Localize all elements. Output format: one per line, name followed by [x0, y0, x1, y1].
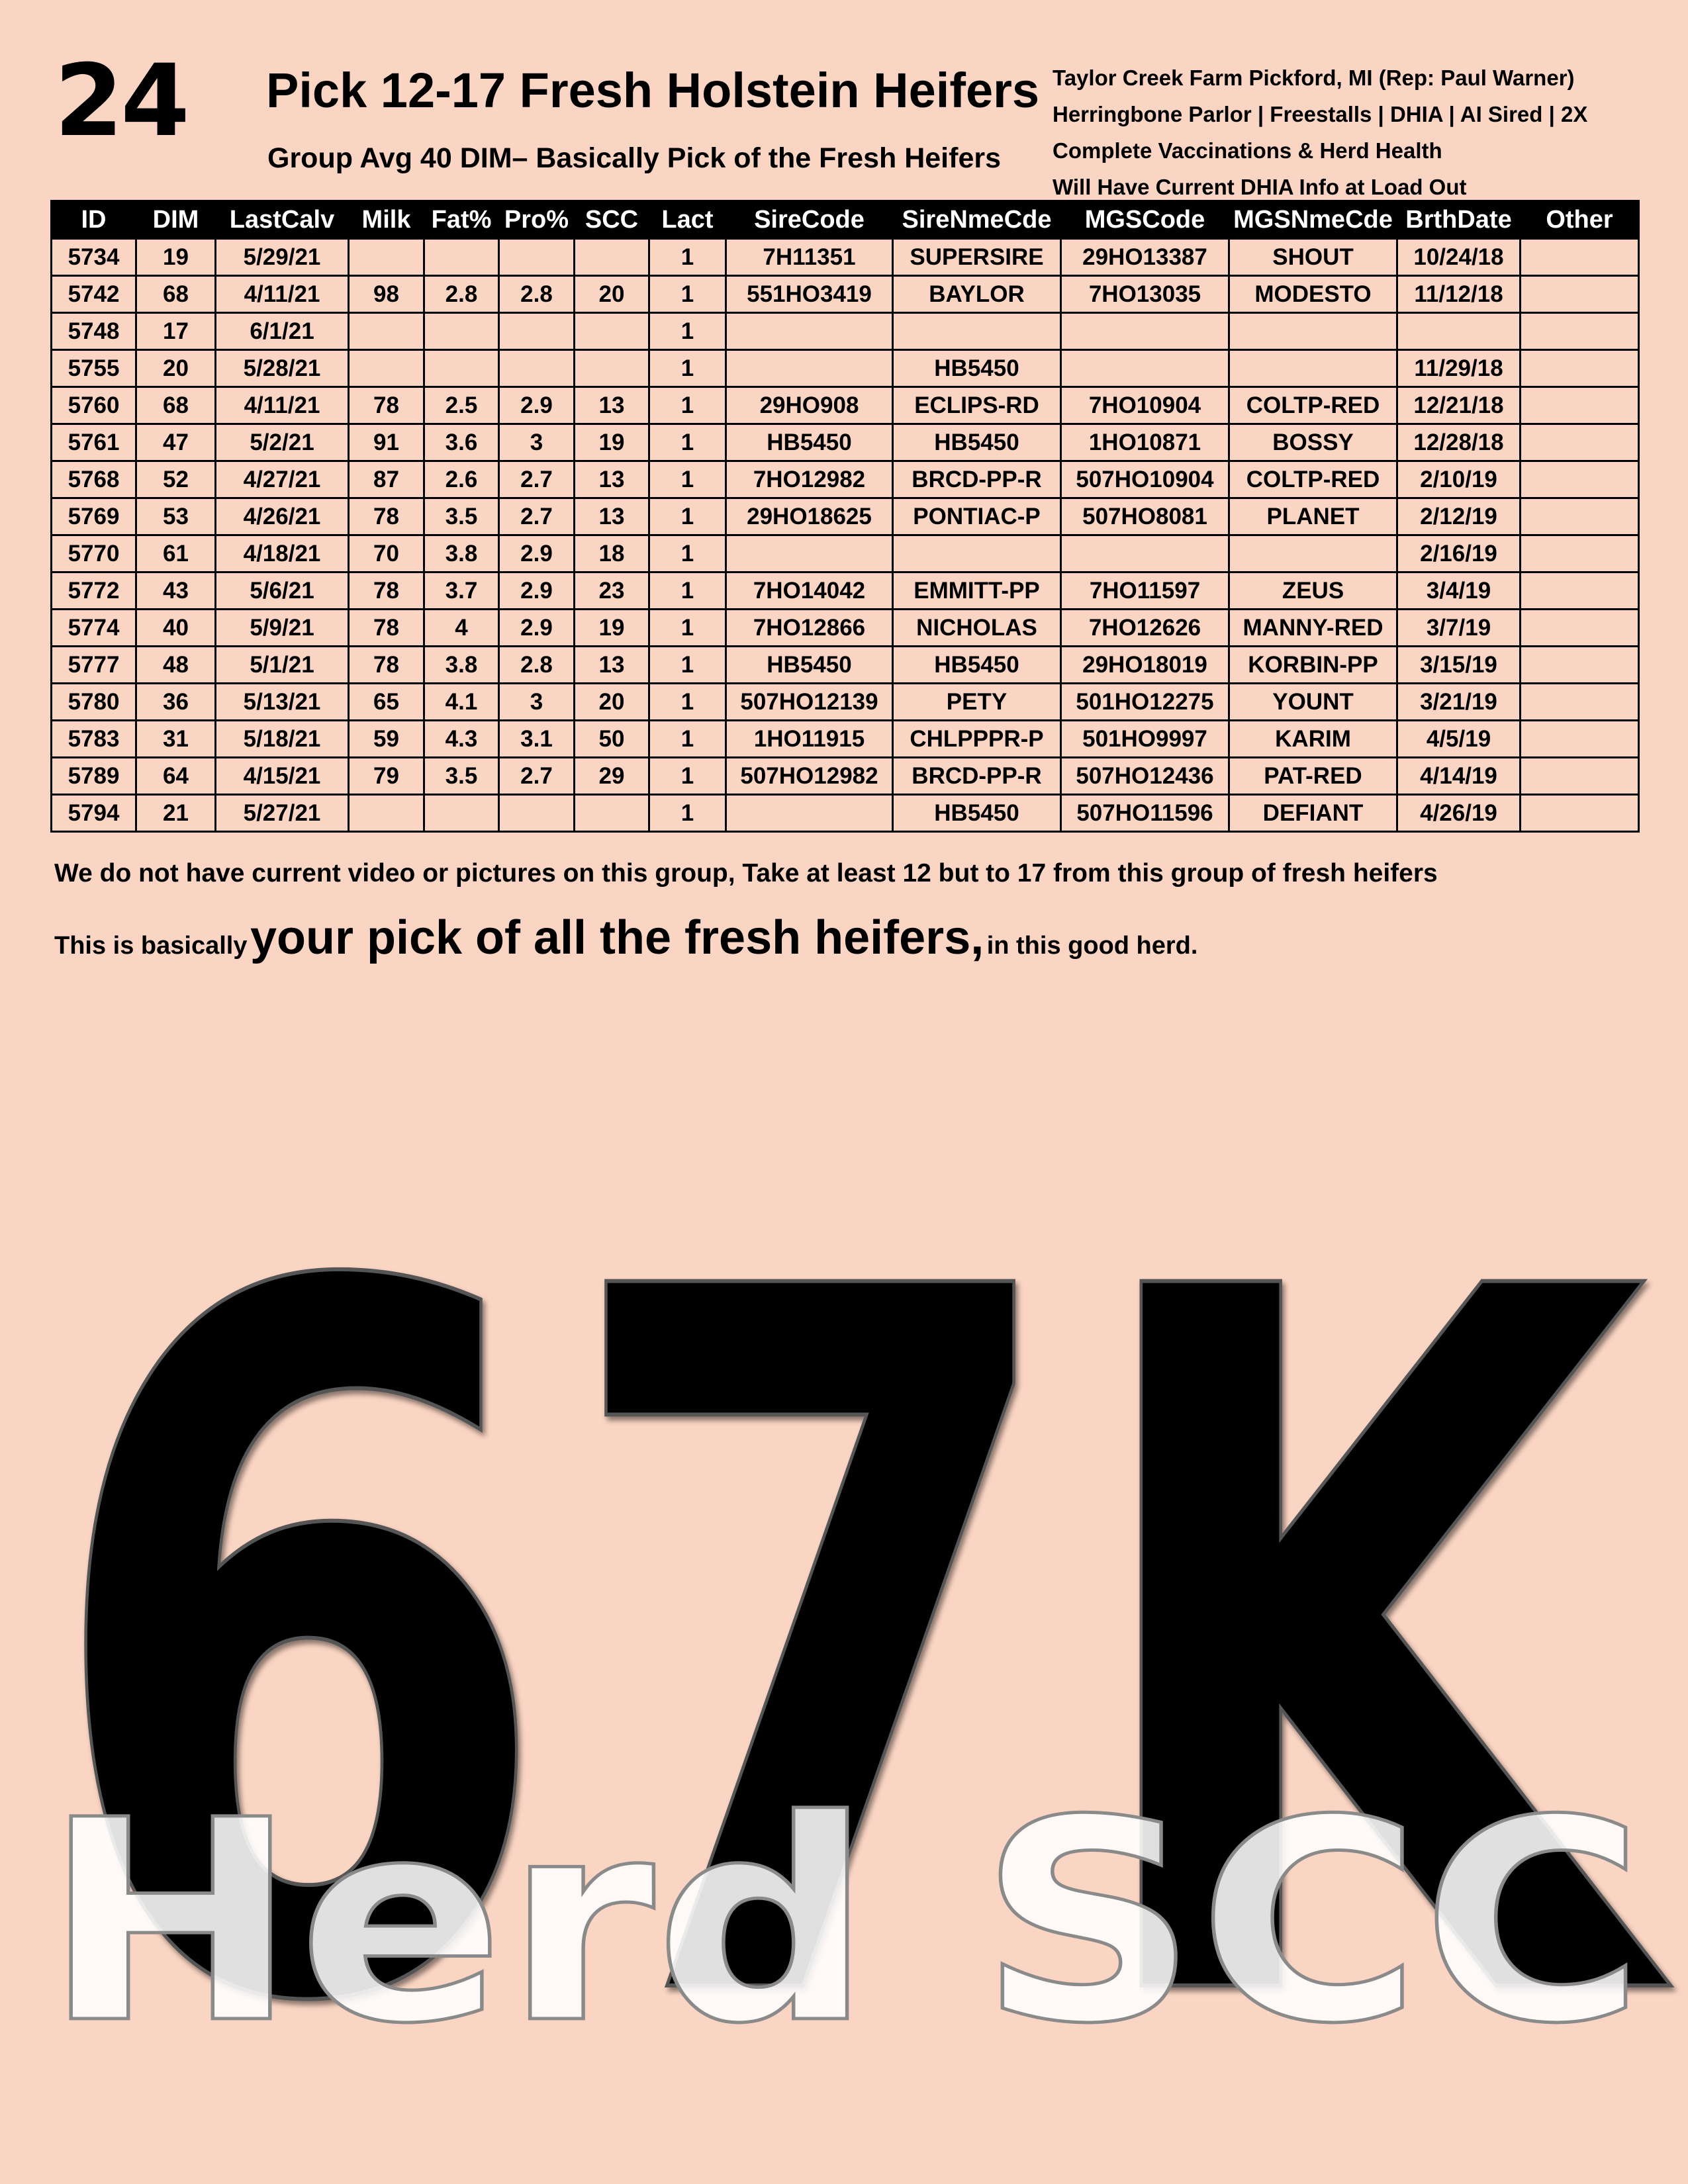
cell-mgsnmecde	[1229, 535, 1397, 572]
cell-dim: 52	[136, 461, 216, 498]
cell-lact: 1	[649, 313, 726, 350]
cell-other	[1521, 535, 1639, 572]
cell-pro-: 2.7	[499, 498, 575, 535]
cell-lastcalv: 5/1/21	[216, 647, 349, 684]
cell-scc: 13	[575, 647, 649, 684]
cell-lastcalv: 5/27/21	[216, 795, 349, 832]
herd-scc-graphic	[0, 1006, 1688, 2184]
farm-info-line: Herringbone Parlor | Freestalls | DHIA | AI Sired | 2X	[1053, 102, 1588, 126]
cell-milk	[349, 350, 424, 387]
cell-id: 5742	[52, 276, 136, 313]
cell-dim: 64	[136, 758, 216, 795]
farm-info-line: Taylor Creek Farm Pickford, MI (Rep: Paul Warner)	[1053, 66, 1575, 90]
cell-sirenmecde: PETY	[893, 684, 1061, 721]
cell-scc: 20	[575, 684, 649, 721]
cell-sirecode: 7HO12866	[726, 610, 893, 647]
cell-scc	[575, 239, 649, 276]
column-header-mgscode: MGSCode	[1061, 201, 1229, 239]
table-row	[52, 572, 1639, 610]
cell-sirecode: 7H11351	[726, 239, 893, 276]
cell-mgscode	[1061, 350, 1229, 387]
cell-sirenmecde: BRCD-PP-R	[893, 758, 1061, 795]
group-note: We do not have current video or pictures on this group, Take at least 12 but to 17 from this group of fresh heifers	[54, 859, 1438, 887]
cell-sirenmecde: PONTIAC-P	[893, 498, 1061, 535]
cell-id: 5760	[52, 387, 136, 424]
cell-scc	[575, 313, 649, 350]
cell-mgscode: 507HO8081	[1061, 498, 1229, 535]
cell-fat-	[424, 239, 499, 276]
cell-lact: 1	[649, 350, 726, 387]
cell-other	[1521, 647, 1639, 684]
cell-lact: 1	[649, 535, 726, 572]
table-row	[52, 758, 1639, 795]
cell-mgsnmecde: PAT-RED	[1229, 758, 1397, 795]
cell-dim: 17	[136, 313, 216, 350]
cell-pro-: 2.7	[499, 461, 575, 498]
cell-id: 5783	[52, 721, 136, 758]
cell-pro-: 2.9	[499, 387, 575, 424]
cell-dim: 21	[136, 795, 216, 832]
table-header-row	[52, 201, 1639, 239]
cell-pro-: 2.8	[499, 647, 575, 684]
cell-other	[1521, 461, 1639, 498]
cell-sirecode: 29HO908	[726, 387, 893, 424]
cell-mgscode: 1HO10871	[1061, 424, 1229, 461]
column-header-pro-: Pro%	[499, 201, 575, 239]
table-row	[52, 350, 1639, 387]
column-header-scc: SCC	[575, 201, 649, 239]
cell-sirenmecde: BAYLOR	[893, 276, 1061, 313]
cell-lact: 1	[649, 239, 726, 276]
cell-other	[1521, 795, 1639, 832]
table-body	[52, 239, 1639, 832]
cell-sirecode: 29HO18625	[726, 498, 893, 535]
column-header-fat-: Fat%	[424, 201, 499, 239]
cell-milk: 79	[349, 758, 424, 795]
cell-brthdate: 2/10/19	[1397, 461, 1521, 498]
cell-sirecode: HB5450	[726, 424, 893, 461]
cell-sirenmecde: HB5450	[893, 424, 1061, 461]
cell-sirenmecde: CHLPPPR-P	[893, 721, 1061, 758]
column-header-id: ID	[52, 201, 136, 239]
table-row	[52, 610, 1639, 647]
cell-scc: 13	[575, 498, 649, 535]
cell-id: 5748	[52, 313, 136, 350]
cell-mgscode: 507HO10904	[1061, 461, 1229, 498]
cell-mgsnmecde: DEFIANT	[1229, 795, 1397, 832]
cell-brthdate: 4/5/19	[1397, 721, 1521, 758]
cell-sirenmecde: EMMITT-PP	[893, 572, 1061, 610]
cell-mgscode: 501HO12275	[1061, 684, 1229, 721]
cell-other	[1521, 239, 1639, 276]
farm-info-line: Complete Vaccinations & Herd Health	[1053, 138, 1442, 163]
cell-scc: 13	[575, 387, 649, 424]
cell-milk: 70	[349, 535, 424, 572]
cell-sirecode	[726, 350, 893, 387]
cell-lastcalv: 6/1/21	[216, 313, 349, 350]
cell-pro-: 3	[499, 684, 575, 721]
table-row	[52, 387, 1639, 424]
cell-sirenmecde: BRCD-PP-R	[893, 461, 1061, 498]
cell-lastcalv: 4/11/21	[216, 276, 349, 313]
column-header-sirenmecde: SireNmeCde	[893, 201, 1061, 239]
cell-scc	[575, 350, 649, 387]
cell-other	[1521, 424, 1639, 461]
cell-sirecode: 507HO12139	[726, 684, 893, 721]
cell-mgscode: 7HO11597	[1061, 572, 1229, 610]
cell-lact: 1	[649, 276, 726, 313]
cell-sirecode	[726, 535, 893, 572]
cell-sirecode: 551HO3419	[726, 276, 893, 313]
cell-sirenmecde: NICHOLAS	[893, 610, 1061, 647]
cell-other	[1521, 350, 1639, 387]
page-title: Pick 12-17 Fresh Holstein Heifers	[266, 63, 1040, 118]
cell-lastcalv: 4/11/21	[216, 387, 349, 424]
cell-fat-	[424, 795, 499, 832]
cell-lastcalv: 4/26/21	[216, 498, 349, 535]
cell-id: 5770	[52, 535, 136, 572]
cell-mgsnmecde: KORBIN-PP	[1229, 647, 1397, 684]
pitch-emphasis: your pick of all the fresh heifers,	[250, 911, 984, 964]
cell-mgscode: 7HO13035	[1061, 276, 1229, 313]
cell-scc: 23	[575, 572, 649, 610]
cell-id: 5774	[52, 610, 136, 647]
cell-brthdate: 12/21/18	[1397, 387, 1521, 424]
cell-fat-	[424, 313, 499, 350]
cell-mgscode	[1061, 313, 1229, 350]
cell-fat-: 2.5	[424, 387, 499, 424]
column-header-lact: Lact	[649, 201, 726, 239]
cell-lact: 1	[649, 795, 726, 832]
cell-sirenmecde: HB5450	[893, 795, 1061, 832]
cell-mgsnmecde: SHOUT	[1229, 239, 1397, 276]
cell-lastcalv: 5/9/21	[216, 610, 349, 647]
cell-mgsnmecde: MANNY-RED	[1229, 610, 1397, 647]
cell-pro-: 2.8	[499, 276, 575, 313]
cell-mgscode: 7HO12626	[1061, 610, 1229, 647]
cell-mgsnmecde: PLANET	[1229, 498, 1397, 535]
cell-sirenmecde	[893, 313, 1061, 350]
pitch-line	[54, 911, 1197, 965]
table-row	[52, 647, 1639, 684]
cell-milk: 78	[349, 610, 424, 647]
cell-lact: 1	[649, 572, 726, 610]
cell-milk	[349, 313, 424, 350]
page-subtitle: Group Avg 40 DIM– Basically Pick of the Fresh Heifers	[267, 142, 1002, 174]
farm-info-line: Will Have Current DHIA Info at Load Out	[1053, 175, 1467, 199]
cell-lastcalv: 4/15/21	[216, 758, 349, 795]
cell-other	[1521, 313, 1639, 350]
cell-dim: 43	[136, 572, 216, 610]
cell-sirecode: HB5450	[726, 647, 893, 684]
cell-fat-: 3.5	[424, 758, 499, 795]
cell-sirecode	[726, 795, 893, 832]
cell-lact: 1	[649, 647, 726, 684]
table-row	[52, 276, 1639, 313]
cell-other	[1521, 572, 1639, 610]
cell-mgsnmecde: ZEUS	[1229, 572, 1397, 610]
cell-lact: 1	[649, 721, 726, 758]
cell-lact: 1	[649, 498, 726, 535]
cell-mgsnmecde: MODESTO	[1229, 276, 1397, 313]
cell-milk	[349, 795, 424, 832]
herd-scc-label: Herd SCC	[43, 1761, 1645, 2085]
heifer-table	[50, 200, 1640, 833]
cell-mgscode: 29HO18019	[1061, 647, 1229, 684]
cell-mgscode	[1061, 535, 1229, 572]
cell-brthdate: 3/7/19	[1397, 610, 1521, 647]
table-row	[52, 461, 1639, 498]
cell-fat-: 3.8	[424, 535, 499, 572]
cell-sirecode: 507HO12982	[726, 758, 893, 795]
cell-dim: 68	[136, 387, 216, 424]
cell-id: 5789	[52, 758, 136, 795]
cell-lact: 1	[649, 461, 726, 498]
cell-milk: 87	[349, 461, 424, 498]
column-header-lastcalv: LastCalv	[216, 201, 349, 239]
column-header-dim: DIM	[136, 201, 216, 239]
cell-milk: 78	[349, 572, 424, 610]
cell-sirecode: 7HO12982	[726, 461, 893, 498]
cell-sirenmecde: HB5450	[893, 647, 1061, 684]
cell-scc	[575, 795, 649, 832]
cell-pro-	[499, 350, 575, 387]
cell-sirecode: 7HO14042	[726, 572, 893, 610]
cell-brthdate: 2/12/19	[1397, 498, 1521, 535]
cell-brthdate: 3/15/19	[1397, 647, 1521, 684]
cell-dim: 31	[136, 721, 216, 758]
cell-pro-	[499, 239, 575, 276]
cell-id: 5794	[52, 795, 136, 832]
column-header-sirecode: SireCode	[726, 201, 893, 239]
cell-brthdate	[1397, 313, 1521, 350]
cell-pro-: 3	[499, 424, 575, 461]
cell-id: 5734	[52, 239, 136, 276]
cell-scc: 29	[575, 758, 649, 795]
cell-dim: 20	[136, 350, 216, 387]
cell-pro-: 2.9	[499, 610, 575, 647]
cell-mgsnmecde	[1229, 313, 1397, 350]
table-row	[52, 721, 1639, 758]
cell-brthdate: 11/12/18	[1397, 276, 1521, 313]
cell-lastcalv: 5/2/21	[216, 424, 349, 461]
cell-pro-	[499, 795, 575, 832]
cell-milk: 91	[349, 424, 424, 461]
cell-lact: 1	[649, 424, 726, 461]
cell-brthdate: 2/16/19	[1397, 535, 1521, 572]
cell-milk: 78	[349, 498, 424, 535]
cell-id: 5777	[52, 647, 136, 684]
table-row	[52, 535, 1639, 572]
cell-milk: 65	[349, 684, 424, 721]
cell-other	[1521, 387, 1639, 424]
pitch-prefix: This is basically	[54, 932, 248, 960]
cell-fat-: 3.7	[424, 572, 499, 610]
cell-dim: 36	[136, 684, 216, 721]
cell-lact: 1	[649, 610, 726, 647]
cell-mgsnmecde	[1229, 350, 1397, 387]
cell-dim: 48	[136, 647, 216, 684]
cell-lastcalv: 5/13/21	[216, 684, 349, 721]
cell-mgscode: 507HO12436	[1061, 758, 1229, 795]
cell-other	[1521, 610, 1639, 647]
cell-brthdate: 3/4/19	[1397, 572, 1521, 610]
cell-pro-	[499, 313, 575, 350]
herd-scc-value: 67K	[40, 1089, 1677, 2184]
table-row	[52, 795, 1639, 832]
column-header-milk: Milk	[349, 201, 424, 239]
cell-id: 5768	[52, 461, 136, 498]
cell-scc: 19	[575, 424, 649, 461]
cell-pro-: 2.7	[499, 758, 575, 795]
column-header-other: Other	[1521, 201, 1639, 239]
cell-id: 5755	[52, 350, 136, 387]
cell-fat-: 2.6	[424, 461, 499, 498]
cell-brthdate: 12/28/18	[1397, 424, 1521, 461]
cell-dim: 40	[136, 610, 216, 647]
cell-scc: 50	[575, 721, 649, 758]
cell-milk: 98	[349, 276, 424, 313]
cell-other	[1521, 276, 1639, 313]
cell-scc: 20	[575, 276, 649, 313]
cell-brthdate: 4/26/19	[1397, 795, 1521, 832]
cell-milk: 78	[349, 647, 424, 684]
cell-lastcalv: 5/28/21	[216, 350, 349, 387]
cell-lact: 1	[649, 758, 726, 795]
cell-fat-: 4	[424, 610, 499, 647]
table-row	[52, 239, 1639, 276]
cell-pro-: 2.9	[499, 572, 575, 610]
cell-milk: 78	[349, 387, 424, 424]
cell-other	[1521, 498, 1639, 535]
cell-pro-: 3.1	[499, 721, 575, 758]
cell-sirenmecde	[893, 535, 1061, 572]
cell-brthdate: 4/14/19	[1397, 758, 1521, 795]
cell-lastcalv: 4/27/21	[216, 461, 349, 498]
cell-id: 5772	[52, 572, 136, 610]
table-row	[52, 313, 1639, 350]
farm-info	[1053, 60, 1587, 205]
cell-fat-: 3.8	[424, 647, 499, 684]
column-header-mgsnmecde: MGSNmeCde	[1229, 201, 1397, 239]
cell-milk	[349, 239, 424, 276]
cell-mgsnmecde: COLTP-RED	[1229, 461, 1397, 498]
cell-mgscode: 501HO9997	[1061, 721, 1229, 758]
pitch-suffix: in this good herd.	[986, 932, 1198, 960]
cell-milk: 59	[349, 721, 424, 758]
cell-fat-: 3.5	[424, 498, 499, 535]
cell-brthdate: 10/24/18	[1397, 239, 1521, 276]
cell-lact: 1	[649, 387, 726, 424]
cell-fat-: 3.6	[424, 424, 499, 461]
cell-fat-	[424, 350, 499, 387]
cell-scc: 19	[575, 610, 649, 647]
cell-lastcalv: 5/18/21	[216, 721, 349, 758]
column-header-brthdate: BrthDate	[1397, 201, 1521, 239]
cell-id: 5780	[52, 684, 136, 721]
cell-other	[1521, 684, 1639, 721]
table-row	[52, 498, 1639, 535]
cell-id: 5761	[52, 424, 136, 461]
cell-dim: 68	[136, 276, 216, 313]
cell-dim: 19	[136, 239, 216, 276]
cell-sirecode: 1HO11915	[726, 721, 893, 758]
cell-lastcalv: 5/29/21	[216, 239, 349, 276]
table-row	[52, 684, 1639, 721]
cell-mgscode: 7HO10904	[1061, 387, 1229, 424]
cell-mgsnmecde: YOUNT	[1229, 684, 1397, 721]
cell-lact: 1	[649, 684, 726, 721]
cell-sirenmecde: SUPERSIRE	[893, 239, 1061, 276]
cell-fat-: 4.3	[424, 721, 499, 758]
cell-lastcalv: 5/6/21	[216, 572, 349, 610]
cell-dim: 61	[136, 535, 216, 572]
cell-mgsnmecde: COLTP-RED	[1229, 387, 1397, 424]
cell-other	[1521, 721, 1639, 758]
cell-mgsnmecde: KARIM	[1229, 721, 1397, 758]
cell-sirecode	[726, 313, 893, 350]
cell-id: 5769	[52, 498, 136, 535]
cell-scc: 18	[575, 535, 649, 572]
cell-other	[1521, 758, 1639, 795]
table-row	[52, 424, 1639, 461]
cell-pro-: 2.9	[499, 535, 575, 572]
cell-scc: 13	[575, 461, 649, 498]
cell-sirenmecde: ECLIPS-RD	[893, 387, 1061, 424]
cell-brthdate: 3/21/19	[1397, 684, 1521, 721]
cell-fat-: 2.8	[424, 276, 499, 313]
lot-number: 24	[54, 44, 187, 159]
cell-brthdate: 11/29/18	[1397, 350, 1521, 387]
cell-mgscode: 507HO11596	[1061, 795, 1229, 832]
cell-lastcalv: 4/18/21	[216, 535, 349, 572]
cell-sirenmecde: HB5450	[893, 350, 1061, 387]
cell-dim: 47	[136, 424, 216, 461]
cell-mgscode: 29HO13387	[1061, 239, 1229, 276]
cell-fat-: 4.1	[424, 684, 499, 721]
cell-mgsnmecde: BOSSY	[1229, 424, 1397, 461]
cell-dim: 53	[136, 498, 216, 535]
